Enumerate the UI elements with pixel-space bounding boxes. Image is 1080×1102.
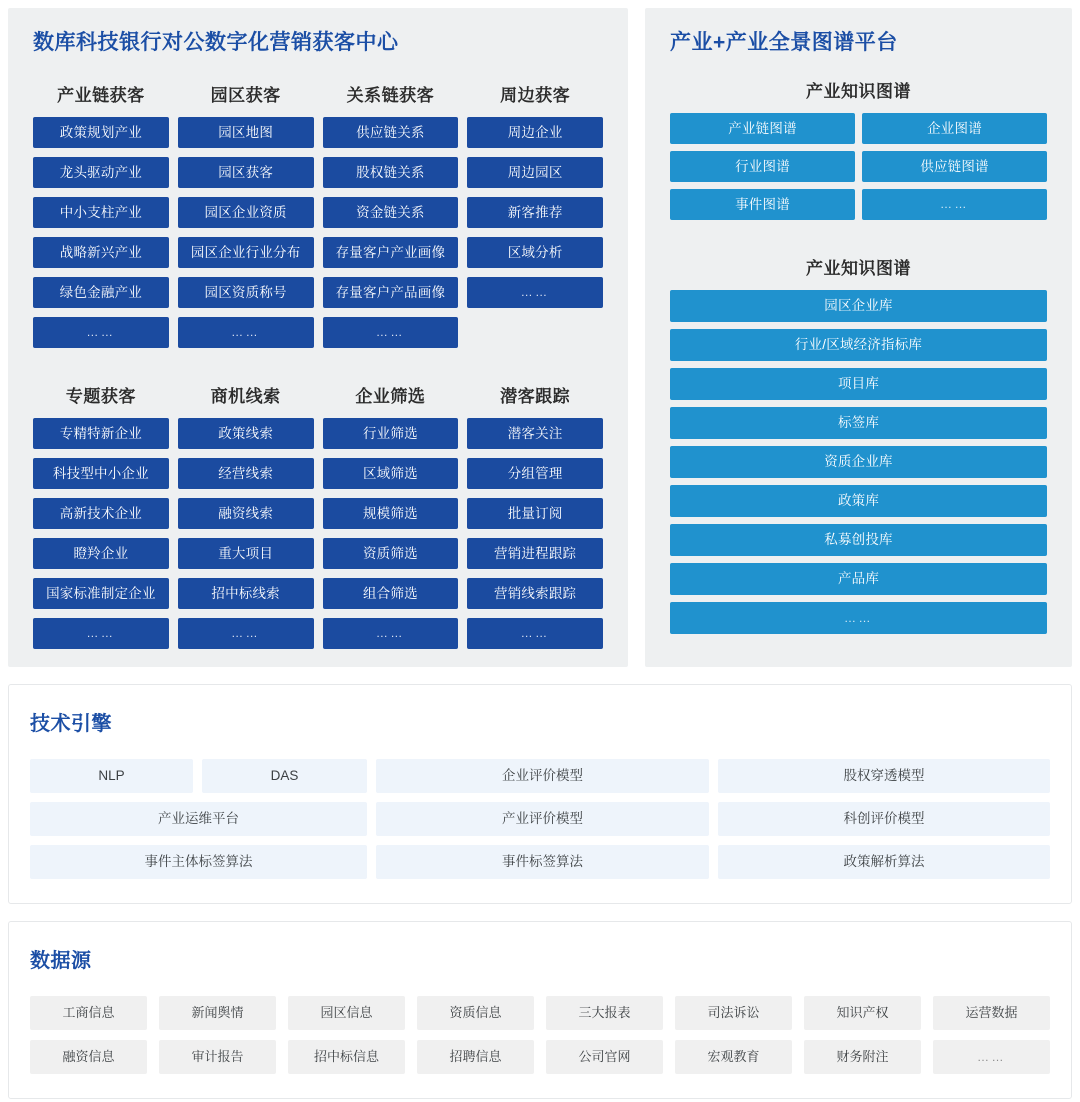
tile-more[interactable]: …… — [467, 618, 603, 649]
tile-column-3 — [467, 117, 603, 308]
data-source-rows — [30, 996, 1050, 1074]
library-tile[interactable]: 资质企业库 — [670, 446, 1047, 478]
acquisition-center-title: 数库科技银行对公数字化营销获客中心 — [33, 31, 399, 54]
tech-engine-tile[interactable]: 事件标签算法 — [376, 845, 709, 879]
acquisition-column-header-bottom-2: 企业筛选 — [355, 387, 426, 407]
tile-item[interactable]: 国家标准制定企业 — [33, 578, 169, 609]
tile-item[interactable]: 组合筛选 — [323, 578, 459, 609]
tile-item[interactable]: 园区获客 — [178, 157, 314, 188]
tile-item[interactable]: 分组管理 — [467, 458, 603, 489]
library-tile[interactable]: 园区企业库 — [670, 290, 1047, 322]
library-tile[interactable]: 私募创投库 — [670, 524, 1047, 556]
tile-item[interactable]: 龙头驱动产业 — [33, 157, 169, 188]
industry-graph-title: 产业+产业全景图谱平台 — [670, 31, 898, 54]
library-list — [670, 290, 1047, 634]
tile-item[interactable]: 高新技术企业 — [33, 498, 169, 529]
library-tile[interactable]: 标签库 — [670, 407, 1047, 439]
tile-item[interactable]: 专精特新企业 — [33, 418, 169, 449]
tile-item[interactable]: 资质筛选 — [323, 538, 459, 569]
data-source-tile[interactable]: 运营数据 — [933, 996, 1050, 1030]
tile-item[interactable]: 存量客户产业画像 — [323, 237, 459, 268]
tech-engine-tile[interactable]: 产业评价模型 — [376, 802, 709, 836]
library-tile[interactable]: 行业/区域经济指标库 — [670, 329, 1047, 361]
tile-item[interactable]: 资金链关系 — [323, 197, 459, 228]
data-source-tile[interactable]: 公司官网 — [546, 1040, 663, 1074]
tile-column-1 — [178, 117, 314, 348]
group-spacer — [33, 348, 603, 382]
acquisition-bottom-headers — [33, 382, 603, 407]
tile-item[interactable]: 重大项目 — [178, 538, 314, 569]
tile-item[interactable]: 区域分析 — [467, 237, 603, 268]
tile-item[interactable]: 融资线索 — [178, 498, 314, 529]
tile-item[interactable]: 政策规划产业 — [33, 117, 169, 148]
knowledge-graph-grid — [670, 113, 1047, 220]
data-source-tile[interactable]: 司法诉讼 — [675, 996, 792, 1030]
tile-item[interactable]: 科技型中小企业 — [33, 458, 169, 489]
acquisition-bottom-grid — [33, 418, 603, 649]
tile-item[interactable]: 规模筛选 — [323, 498, 459, 529]
acquisition-column-header-top-1: 园区获客 — [210, 86, 281, 106]
tech-engine-tile[interactable]: 企业评价模型 — [376, 759, 709, 793]
tile-item[interactable]: 瞪羚企业 — [33, 538, 169, 569]
data-source-tile[interactable]: 审计报告 — [159, 1040, 276, 1074]
knowledge-graph-tile[interactable]: 行业图谱 — [670, 151, 855, 182]
tile-item[interactable]: 股权链关系 — [323, 157, 459, 188]
tile-more[interactable]: …… — [33, 317, 169, 348]
data-source-tile[interactable]: 三大报表 — [546, 996, 663, 1030]
tile-item[interactable]: 中小支柱产业 — [33, 197, 169, 228]
data-source-tile[interactable]: 园区信息 — [288, 996, 405, 1030]
data-source-card — [8, 921, 1072, 1099]
knowledge-graph-tile[interactable]: 事件图谱 — [670, 189, 855, 220]
tile-item[interactable]: 政策线索 — [178, 418, 314, 449]
tech-engine-row — [30, 845, 1050, 879]
tech-engine-row — [30, 759, 1050, 793]
tile-column-1 — [178, 418, 314, 649]
data-source-tile[interactable]: 资质信息 — [417, 996, 534, 1030]
acquisition-top-grid — [33, 117, 603, 348]
tile-more[interactable]: …… — [178, 618, 314, 649]
tile-item[interactable]: 存量客户产品画像 — [323, 277, 459, 308]
data-source-tile[interactable]: 知识产权 — [804, 996, 921, 1030]
library-subtitle: 产业知识图谱 — [806, 259, 911, 279]
tile-more[interactable]: …… — [323, 618, 459, 649]
tile-column-0 — [33, 418, 169, 649]
data-source-tile[interactable]: 宏观教育 — [675, 1040, 792, 1074]
knowledge-graph-tile[interactable]: 企业图谱 — [862, 113, 1047, 144]
data-source-tile-more[interactable]: …… — [933, 1040, 1050, 1074]
tech-engine-tile[interactable]: 科创评价模型 — [718, 802, 1050, 836]
data-source-title: 数据源 — [30, 950, 92, 972]
tile-item[interactable]: 园区地图 — [178, 117, 314, 148]
tile-item[interactable]: 园区企业资质 — [178, 197, 314, 228]
industry-graph-panel — [645, 8, 1072, 667]
acquisition-top-headers — [33, 81, 603, 106]
acquisition-column-header-bottom-3: 潜客跟踪 — [500, 387, 571, 407]
tile-item[interactable]: 周边企业 — [467, 117, 603, 148]
library-tile-more[interactable]: …… — [670, 602, 1047, 634]
tech-engine-tile[interactable]: 股权穿透模型 — [718, 759, 1050, 793]
tile-item[interactable]: 招中标线索 — [178, 578, 314, 609]
tech-engine-tile[interactable]: DAS — [202, 759, 367, 793]
tile-item[interactable]: 园区企业行业分布 — [178, 237, 314, 268]
knowledge-graph-subtitle: 产业知识图谱 — [806, 82, 911, 102]
tile-item[interactable]: 新客推荐 — [467, 197, 603, 228]
acquisition-column-header-bottom-1: 商机线索 — [210, 387, 281, 407]
tech-engine-tile[interactable]: 事件主体标签算法 — [30, 845, 367, 879]
tile-item[interactable]: 园区资质称号 — [178, 277, 314, 308]
tile-column-2 — [323, 117, 459, 348]
tile-item[interactable]: 潜客关注 — [467, 418, 603, 449]
tile-column-2 — [323, 418, 459, 649]
data-source-tile[interactable]: 工商信息 — [30, 996, 147, 1030]
knowledge-graph-tile[interactable]: 产业链图谱 — [670, 113, 855, 144]
tile-item[interactable]: 营销线索跟踪 — [467, 578, 603, 609]
tile-item[interactable]: 供应链关系 — [323, 117, 459, 148]
tile-more[interactable]: …… — [178, 317, 314, 348]
tile-item[interactable]: 经营线索 — [178, 458, 314, 489]
tech-engine-rows — [30, 759, 1050, 879]
tile-column-3 — [467, 418, 603, 649]
tile-item[interactable]: 区域筛选 — [323, 458, 459, 489]
acquisition-column-header-top-2: 关系链获客 — [346, 86, 435, 106]
data-source-row — [30, 1040, 1050, 1074]
acquisition-column-header-top-3: 周边获客 — [500, 86, 571, 106]
tile-column-0 — [33, 117, 169, 348]
tile-more[interactable]: …… — [33, 618, 169, 649]
tile-item[interactable]: 战略新兴产业 — [33, 237, 169, 268]
tile-more[interactable]: …… — [323, 317, 459, 348]
data-source-tile[interactable]: 招聘信息 — [417, 1040, 534, 1074]
tile-item[interactable]: 行业筛选 — [323, 418, 459, 449]
data-source-tile[interactable]: 招中标信息 — [288, 1040, 405, 1074]
library-tile[interactable]: 产品库 — [670, 563, 1047, 595]
acquisition-center-panel — [8, 8, 628, 667]
acquisition-column-header-bottom-0: 专题获客 — [65, 387, 136, 407]
data-source-row — [30, 996, 1050, 1030]
data-source-tile[interactable]: 融资信息 — [30, 1040, 147, 1074]
acquisition-column-header-top-0: 产业链获客 — [57, 86, 145, 106]
tech-engine-card — [8, 684, 1072, 904]
tech-engine-tile[interactable]: NLP — [30, 759, 193, 793]
tile-item[interactable]: 绿色金融产业 — [33, 277, 169, 308]
knowledge-graph-tile[interactable]: 供应链图谱 — [862, 151, 1047, 182]
tech-engine-tile[interactable]: 政策解析算法 — [718, 845, 1050, 879]
knowledge-graph-tile-more[interactable]: …… — [862, 189, 1047, 220]
tile-item[interactable]: 批量订阅 — [467, 498, 603, 529]
data-source-tile[interactable]: 新闻舆情 — [159, 996, 276, 1030]
tile-item[interactable]: 营销进程跟踪 — [467, 538, 603, 569]
data-source-tile[interactable]: 财务附注 — [804, 1040, 921, 1074]
top-panels-row — [8, 8, 1072, 667]
tech-engine-tile[interactable]: 产业运维平台 — [30, 802, 367, 836]
tile-more[interactable]: …… — [467, 277, 603, 308]
tech-engine-row — [30, 802, 1050, 836]
tile-item[interactable]: 周边园区 — [467, 157, 603, 188]
library-tile[interactable]: 项目库 — [670, 368, 1047, 400]
library-tile[interactable]: 政策库 — [670, 485, 1047, 517]
tech-engine-title: 技术引擎 — [30, 713, 112, 735]
